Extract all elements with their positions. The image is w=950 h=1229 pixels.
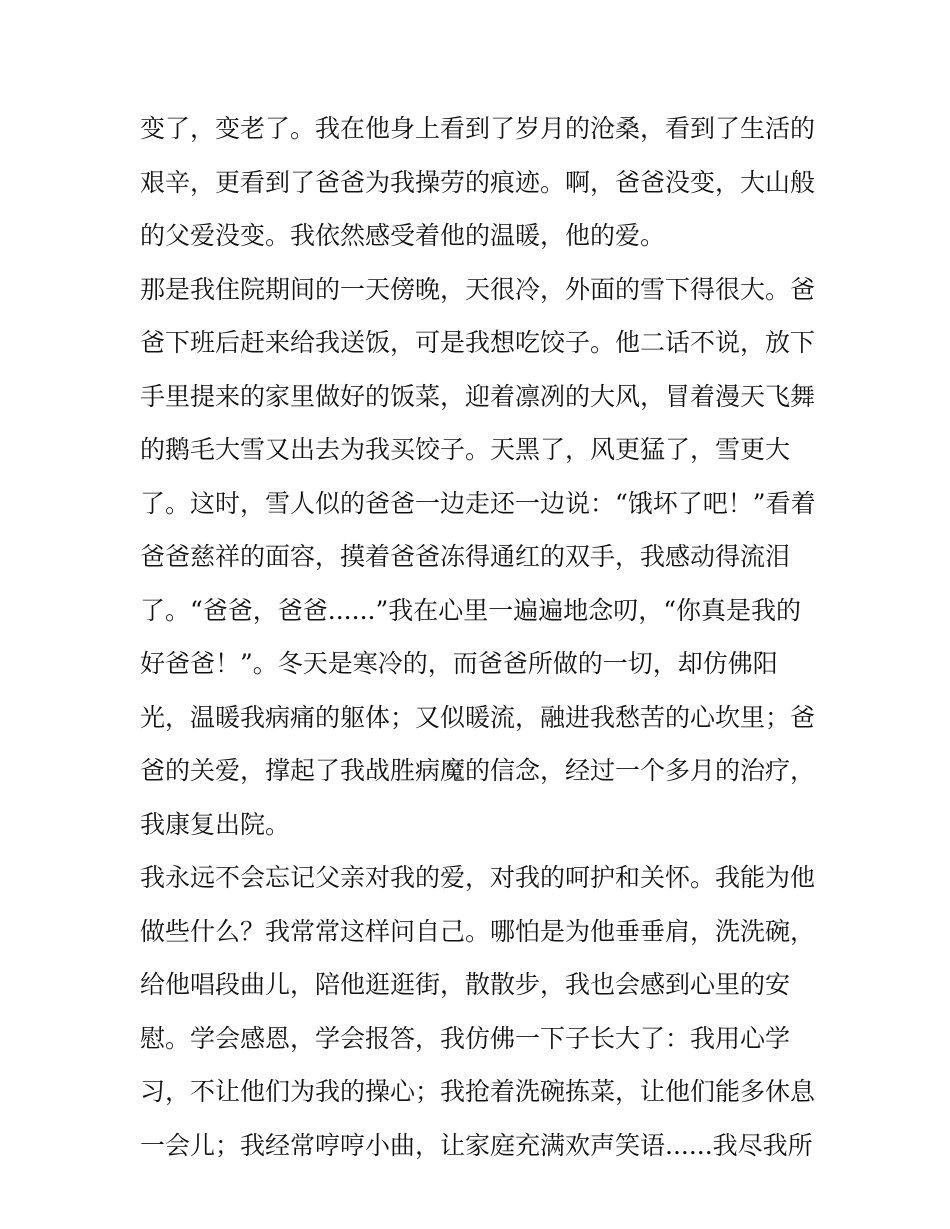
text-line: 的父爱没变。我依然感受着他的温暖，他的爱。 [140,221,666,250]
text-line: 给他唱段曲儿，陪他逛逛街，散散步，我也会感到心里的安 [140,970,791,999]
essay-text [140,108,820,1178]
text-line: 我永远不会忘记父亲对我的爱，对我的呵护和关怀。我能为他 [140,863,816,892]
text-line: 手里提来的家里做好的饭菜，迎着凛冽的大风，冒着漫天飞舞 [140,381,816,411]
text-line: 了。这时，雪人似的爸爸一边走还一边说：“饿坏了吧！”看着 [140,488,816,518]
text-line: 了。“爸爸，爸爸......”我在心里一遍遍地念叨，“你真是我的 [140,595,802,625]
text-line: 的鹅毛大雪又出去为我买饺子。天黑了，风更猛了，雪更大 [140,435,791,464]
text-line: 艰辛，更看到了爸爸为我操劳的痕迹。啊，爸爸没变，大山般 [140,167,816,197]
text-line: 爸爸慈祥的面容，摸着爸爸冻得通红的双手，我感动得流泪 [140,542,791,571]
text-line: 光，温暖我病痛的躯体；又似暖流，融进我愁苦的心坎里；爸 [140,702,816,732]
text-line: 一会儿；我经常哼哼小曲，让家庭充满欢声笑语......我尽我所 [140,1130,813,1160]
text-line: 做些什么？我常常这样问自己。哪怕是为他垂垂肩，洗洗碗， [140,916,816,946]
text-line: 变了，变老了。我在他身上看到了岁月的沧桑，看到了生活的 [140,114,816,143]
text-line: 好爸爸！”。冬天是寒冷的，而爸爸所做的一切，却仿佛阳 [140,649,778,678]
text-line: 爸下班后赶来给我送饭，可是我想吃饺子。他二话不说，放下 [140,328,816,357]
text-line: 那是我住院期间的一天傍晚，天很冷，外面的雪下得很大。爸 [140,274,816,304]
text-line: 我康复出院。 [140,809,291,839]
text-line: 慰。学会感恩，学会报答，我仿佛一下子长大了：我用心学 [140,1023,791,1053]
text-line: 习，不让他们为我的操心；我抢着洗碗拣菜，让他们能多休息 [140,1077,816,1106]
text-line: 爸的关爱，撑起了我战胜病魔的信念，经过一个多月的治疗， [140,756,816,785]
